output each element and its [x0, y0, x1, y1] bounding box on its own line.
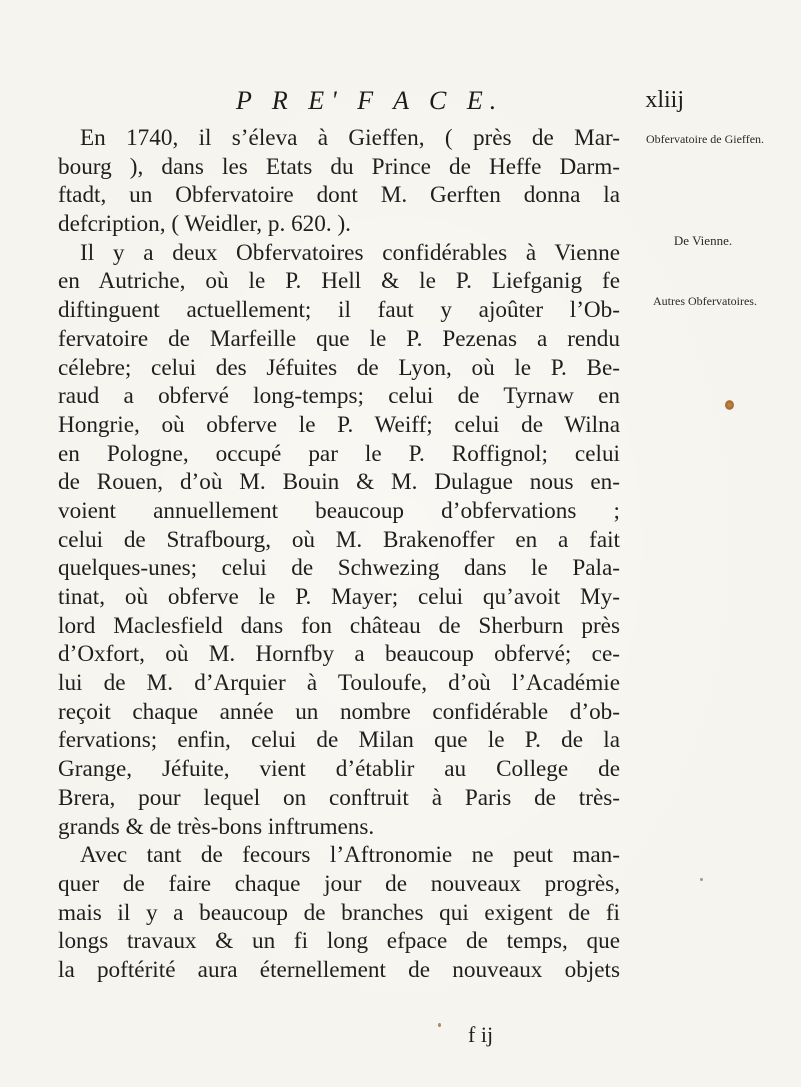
text-line: fervatoire de Marfeille que le P. Pezenas a rendu [58, 325, 620, 352]
text-line: tinat, où obferve le P. Mayer; celui qu’avoit My- [58, 584, 620, 610]
margin-note-vienne: De Vienne. [673, 233, 733, 248]
text-line: lui de M. d’Arquier à Touloufe, d’où l’Académie [58, 670, 620, 697]
text-line: Hongrie, où obferve le P. Weiff; celui de Wilna [58, 411, 620, 438]
text-line: reçoit chaque année un nombre confidérable d’ob- [58, 698, 620, 725]
text-line: voient annuellement beaucoup d’obfervations ; [58, 497, 620, 524]
text-line: En 1740, il s’éleva à Gieffen, ( près de Mar- [80, 125, 620, 151]
text-line: diftinguent actuellement; il faut y ajoûter l’Ob- [58, 297, 620, 324]
text-line: fervations; enfin, celui de Milan que le P. de la [58, 727, 620, 754]
running-title: P R E' F A C E. [236, 86, 504, 115]
text-line: raud a obfervé long-temps; celui de Tyrnaw en [58, 383, 620, 410]
text-line: ftadt, un Obfervatoire dont M. Gerften donna la [58, 182, 620, 209]
text-line: quer de faire chaque jour de nouveaux progrès, [58, 870, 620, 897]
text-line: en Autriche, où le P. Hell & le P. Liefganig fe [58, 268, 620, 295]
text-line: Il y a deux Obfervatoires confidérables à Vienne [80, 239, 620, 266]
running-head [214, 86, 684, 116]
text-line: Grange, Jéfuite, vient d’établir au College de [58, 756, 620, 783]
paper-speck [438, 1023, 441, 1027]
text-line: celui de Strafbourg, où M. Brakenoffer en a fait [58, 526, 620, 553]
text-line: en Pologne, occupé par le P. Roffignol; celui [58, 440, 620, 467]
text-line: Avec tant de fecours l’Aftronomie ne peut man- [80, 842, 620, 869]
text-line: Brera, pour lequel on conftruit à Paris de très- [58, 784, 620, 811]
text-line: d’Oxfort, où M. Hornfby a beaucoup obfervé; ce- [58, 641, 620, 668]
text-line: lord Maclesfield dans fon château de Sherburn près [58, 612, 620, 639]
ink-speck [725, 400, 734, 410]
text-line: grands & de très-bons inftrumens. [58, 813, 375, 840]
margin-note-gieffen: Obfervatoire de Gieffen. [645, 132, 765, 146]
text-line: célebre; celui des Jéfuites de Lyon, où le P. Be- [58, 354, 620, 381]
signature-mark: f ij [468, 1022, 494, 1047]
paper-speck [700, 878, 703, 881]
page-number: xliij [645, 87, 684, 113]
text-line: la poftérité aura éternellement de nouveaux objets [58, 956, 620, 983]
text-line: quelques-unes; celui de Schwezing dans le Pala- [58, 555, 620, 582]
text-line: longs travaux & un fi long efpace de temps, que [58, 928, 620, 955]
text-line: de Rouen, d’où M. Bouin & M. Dulague nous en- [58, 469, 620, 496]
text-line: defcription, ( Weidler, p. 620. ). [58, 211, 351, 238]
margin-note-autres: Autres Obfervatoires. [653, 294, 757, 308]
text-line: bourg ), dans les Etats du Prince de Heffe Darm- [58, 153, 620, 180]
text-line: mais il y a beaucoup de branches qui exigent de fi [58, 899, 620, 926]
main-text [58, 124, 620, 985]
